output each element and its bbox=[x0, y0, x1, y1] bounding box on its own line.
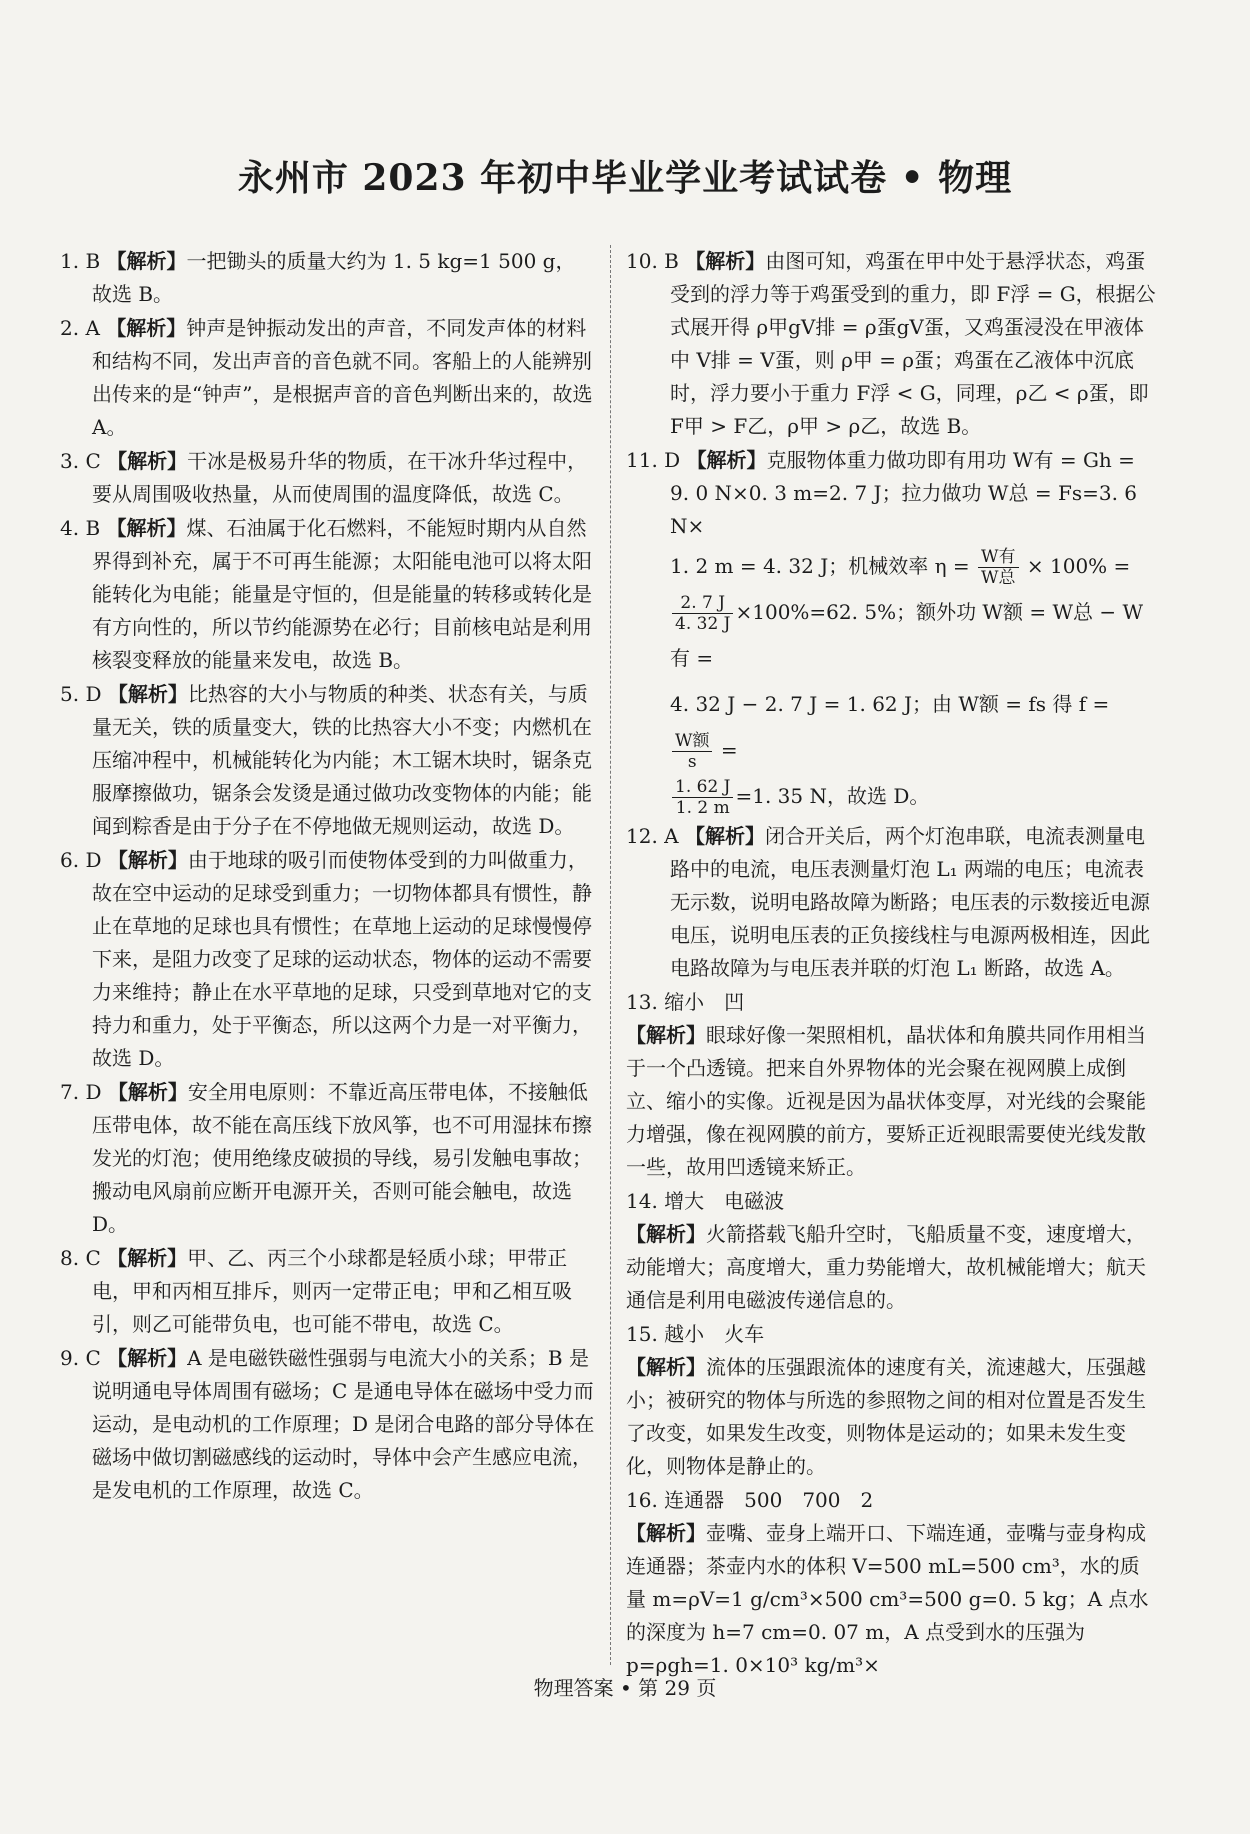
page-title: 永州市 2023 年初中毕业学业考试试卷 • 物理 bbox=[237, 157, 1013, 199]
fraction: $\frac{\text{W额}}{s}$ bbox=[672, 731, 712, 772]
analysis: 【解析】流体的压强跟流体的速度有关，流速越大，压强越小；被研究的物体与所选的参照物之间的相对位置是否发生了改变，如果发生改变，则物体是运动的；如果未发生变化，则物体是静止的。 bbox=[626, 1355, 1146, 1478]
answer-item-12: 12. A 【解析】闭合开关后，两个灯泡串联，电流表测量电路中的电流，电压表测量灯泡 L₁ 两端的电压；电流表无示数，说明电路故障为断路；电压表的示数接近电源电压，说明电压表的正负接线柱与电源两极相连，因此电路故障为与电压表并联的灯泡 L₁ 断路，故选 A。 bbox=[626, 824, 1150, 980]
formula-line: $\frac{2. 7 J}{4. 32 J}$ ×100%=62. 5%；额外功 W额 = W总 − W有 = bbox=[670, 593, 1144, 670]
answer-line: 15. 越小 火车 bbox=[626, 1322, 765, 1346]
answer-line: 13. 缩小 凹 bbox=[626, 990, 745, 1014]
answer-item: 6. D 【解析】由于地球的吸引而使物体受到的力叫做重力，故在空中运动的足球受到重力；一切物体都具有惯性，静止在草地的足球也具有惯性；在草地上运动的足球慢慢停下来，是阻力改变了足球的运动状态，物体的运动不需要力来维持；静止在水平草地的足球，只受到草地对它的支持力和重力，处于平衡态，所以这两个力是一对平衡力，故选 D。 bbox=[60, 848, 592, 1070]
answer-item: 4. B 【解析】煤、石油属于化石燃料，不能短时期内从自然界得到补充，属于不可再生能源；太阳能电池可以将太阳能转化为电能；能量是守恒的，但是能量的转移或转化是有方向性的，所以节约能源势在必行；目前核电站是利用核裂变释放的能量来发电，故选 B。 bbox=[60, 516, 592, 672]
answer-item: 3. C 【解析】干冰是极易升华的物质，在干冰升华过程中，要从周围吸收热量，从而使周围的温度降低，故选 C。 bbox=[60, 449, 588, 506]
answer-item-14 bbox=[626, 1185, 1156, 1317]
answer-line: 16. 连通器 500 700 2 bbox=[626, 1488, 874, 1512]
answer-item-16 bbox=[626, 1484, 1156, 1682]
answer-item: 1. B 【解析】一把锄头的质量大约为 1. 5 kg=1 500 g，故选 B。 bbox=[60, 249, 576, 306]
answer-line: 14. 增大 电磁波 bbox=[626, 1189, 785, 1213]
answer-item-11: 11. D 【解析】克服物体重力做功即有用功 W有 = Gh = 9. 0 N×0. 3 m=2. 7 J；拉力做功 W总 = Fs=3. 6 N× 1. 2 m = 4. 32 J；机械效率 η = $\frac{\text{W有}}{\text{W总}}$ × 100% = $\frac{2. 7 J}{4. 32 J}$ ×100%=62. 5%；额外功 W额 = W总 − W有 = 4. 32 J − 2. 7 J = 1. 62 J；由 W额 = fs 得 f = $\frac{\text{W额}}{s}$ = $\frac{1. 62 J}{1. 2 m}$ =1. 35 N，故选 D。 bbox=[626, 444, 1156, 819]
formula-line: 9. 0 N×0. 3 m=2. 7 J；拉力做功 W总 = Fs=3. 6 N× bbox=[670, 481, 1138, 538]
formula-line: 4. 32 J − 2. 7 J = 1. 62 J；由 W额 = fs 得 f = $\frac{\text{W额}}{s}$ = bbox=[670, 692, 1110, 772]
fraction: $\frac{1. 62 J}{1. 2 m}$ bbox=[672, 777, 733, 818]
left-column bbox=[60, 245, 595, 1508]
answer-item: 9. C 【解析】A 是电磁铁磁性强弱与电流大小的关系；B 是说明通电导体周围有磁场；C 是通电导体在磁场中受力而运动，是电动机的工作原理；D 是闭合电路的部分导体在磁场中做切割磁感线的运动时，导体中会产生感应电流，是发电机的工作原理，故选 C。 bbox=[60, 1346, 595, 1502]
answer-item-15 bbox=[626, 1318, 1156, 1483]
answer-item: 2. A 【解析】钟声是钟振动发出的声音，不同发声体的材料和结构不同，发出声音的音色就不同。客船上的人能辨别出传来的是“钟声”，是根据声音的音色判断出来的，故选 A。 bbox=[60, 316, 593, 439]
analysis: 【解析】壶嘴、壶身上端开口、下端连通，壶嘴与壶身构成连通器；茶壶内水的体积 V=500 mL=500 cm³，水的质量 m=ρV=1 g/cm³×500 cm³=500 g=0. 5 kg；A 点水的深度为 h=7 cm=0. 07 m，A 点受到水的压强为 p=ρgh=1. 0×10³ kg/m³× bbox=[626, 1521, 1149, 1677]
answer-item: 8. C 【解析】甲、乙、丙三个小球都是轻质小球；甲带正电，甲和丙相互排斥，则丙一定带正电；甲和乙相互吸引，则乙可能带负电，也可能不带电，故选 C。 bbox=[60, 1246, 572, 1336]
analysis: 【解析】眼球好像一架照相机，晶状体和角膜共同作用相当于一个凸透镜。把来自外界物体的光会聚在视网膜上成倒立、缩小的实像。近视是因为晶状体变厚，对光线的会聚能力增强，像在视网膜的前方，要矫正近视眼需要使光线发散一些，故用凹透镜来矫正。 bbox=[626, 1023, 1146, 1179]
right-column bbox=[626, 245, 1156, 1683]
column-divider bbox=[610, 245, 611, 1665]
answer-item: 5. D 【解析】比热容的大小与物质的种类、状态有关，与质量无关，铁的质量变大，铁的比热容大小不变；内燃机在压缩冲程中，机械能转化为内能；木工锯木块时，锯条克服摩擦做功，锯条会发烫是通过做功改变物体的内能；能闻到粽香是由于分子在不停地做无规则运动，故选 D。 bbox=[60, 682, 592, 838]
answer-item: 7. D 【解析】安全用电原则：不靠近高压带电体，不接触低压带电体，故不能在高压线下放风筝，也不可用湿抹布擦发光的灯泡；使用绝缘皮破损的导线，易引发触电事故；搬动电风扇前应断开电源开关，否则可能会触电，故选 D。 bbox=[60, 1080, 592, 1236]
analysis: 【解析】火箭搭载飞船升空时，飞船质量不变，速度增大，动能增大；高度增大，重力势能增大，故机械能增大；航天通信是利用电磁波传递信息的。 bbox=[626, 1222, 1146, 1312]
fraction: $\frac{2. 7 J}{4. 32 J}$ bbox=[672, 593, 733, 634]
answer-item-13 bbox=[626, 986, 1156, 1184]
answer-item-10: 10. B 【解析】由图可知，鸡蛋在甲中处于悬浮状态，鸡蛋受到的浮力等于鸡蛋受到的重力，即 F浮 = G，根据公式展开得 ρ甲gV排 = ρ蛋gV蛋，又鸡蛋浸没在甲液体中 V排 = V蛋，则 ρ甲 = ρ蛋；鸡蛋在乙液体中沉底时，浮力要小于重力 F浮 < G，同理，ρ乙 < ρ蛋，即 F甲 > F乙，ρ甲 > ρ乙，故选 B。 bbox=[626, 249, 1156, 438]
fraction: $\frac{\text{W有}}{\text{W总}}$ bbox=[978, 547, 1018, 588]
formula-line: 1. 2 m = 4. 32 J；机械效率 η = $\frac{\text{W有}}{\text{W总}}$ × 100% = bbox=[670, 547, 1131, 588]
formula-line: $\frac{1. 62 J}{1. 2 m}$ =1. 35 N，故选 D。 bbox=[626, 773, 1156, 819]
page-footer: 物理答案 • 第 29 页 bbox=[533, 1676, 717, 1700]
